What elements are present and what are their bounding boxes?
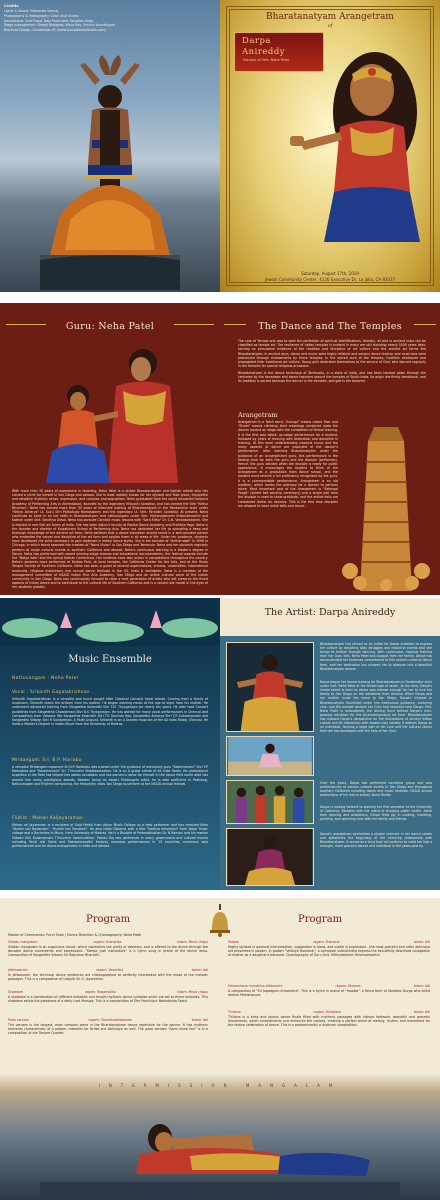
program-spread xyxy=(0,898,440,1200)
artist-paragraph-5: Darpa's arangetram symbolizes a pivotal moment in her dance career and epitomizes the beginning of her enduring relationship with Bharatanatyam. It serves as a trust that will continue to mold her into a stronger, more graceful dancer and individual in the years past by. xyxy=(320,832,432,849)
arangetram-subheading: Arangetram xyxy=(238,411,278,419)
program-item-desc: Vilakku mangalam is an auspicious dance, which represents the purity of devotion, and is offered to the divine through the devoted dance movements and expressions. "Deepa jyoti namostute" is a hymn sung in praise of the divine lamp. Composition of Sangeetha Vidwan Sri Rajkumar Bharathi. xyxy=(8,944,208,958)
dance-paragraph-2: Bharatanatyam is the dance technique of Tamilnadu, in a state of India, and has been handed down through the centuries by the devadasis and dance teachers around the temples of South India. Its origin are firmly devotional, and its tradition is sacred because the dancer is the devotee, and god is the beloved. xyxy=(238,371,426,384)
program-item xyxy=(228,984,430,997)
lotus-band-image xyxy=(0,598,220,646)
guru-heading: Guru: Neha Patel xyxy=(65,321,155,332)
program-item-name: Vilakku mangalam xyxy=(8,940,38,944)
artist-paragraph-1: Bharatanatyam has served as an outlet for Darpa Anireddy to express her culture by depicting daily struggles and historical events that she brings to fruition through dancing. With continuous, rigorous training from her Guru Smt. Neha Patel and support from her family, Darpa has demonstrated her immense commitment to this ancient classical dance form, and her dedication has allowed her to blossom into a beautiful Bharatanatyam dancer. xyxy=(320,642,432,671)
program-item-tala: talam: Adi xyxy=(191,1018,208,1022)
reclining-dancer-photo xyxy=(40,1098,400,1198)
program-title-left: Program xyxy=(86,914,131,925)
program-item-desc: Highly stylised in gestural interpretation, suggestion in ideas, and subtle in expression - the most graceful and artful abhinaya are presented in padam. In padam "Vellaiya thamarai", a composer subhashitha express the beautifully described castigation of mother as a daughter's behavior. Choreography of Guru Smt. Mithyalakshmi Krishnamoorthi. xyxy=(228,944,430,958)
program-item-tala: talam: Adi xyxy=(413,984,430,988)
temple-bell-icon xyxy=(208,904,232,938)
program-item-tala: talam: Adi xyxy=(413,1010,430,1014)
program-item-tala: talam: Misra chapu xyxy=(177,940,208,944)
vocal-role: Vocal : Srikanth Gopalakrishnan xyxy=(12,690,90,695)
program-item xyxy=(228,1010,430,1027)
arangetram-text: Arangetram is a Tamil word; "Arangu" means raised floor and "Etram" means climbing; their meanings combined make the dancer ascend on stage with the completion of formal training. It is the first solo debut, on-stage performance for a student, followed by years of learning with dedication and discipline in training. At this level understanding classical music and the many aspects of dance are expected of the dancer's performance. After learning Bharatanatyam under the guidance of an accomplished guru, this performance is the testing time for both the guru and the disciple (performer). Hence, the guru decides when the disciple is ready for public appearance. It encourages the student to think of the Arangetram as a graduation from dance school, and the student must receive a full proficiency recognized by the guru. It is a commendable performance, Arangetram is an old tradition, which marks the pathway for a dancer to perform alone. Most important part of the Arangetram is "Salangai Poojai" (anklet bell worship ceremony) and a single bell from the disciple is used to show gratitude, and the anklet bells are considered divine for dancers. This is the first time disciples are allowed to wear ankle bells and dance. xyxy=(238,420,338,508)
dance-heading: The Dance and The Temples xyxy=(258,321,402,332)
event-date: Saturday, August 17th, 2019 xyxy=(301,271,359,276)
program-item-desc: The varnam is the longest, most complex piece in the Bharatanatyam dance repertoire for the dancer. It has rhythmic elements characteristic of a padam, melodies for Nritta and Abhinaya as well. The pada varnam "Sami ninne kori" is in a composition of the Tanjore Quartet. xyxy=(8,1022,208,1036)
program-item-name: Jathiswaram xyxy=(8,968,28,972)
guru-dance-spread xyxy=(0,303,440,595)
mc-line: Master of Ceremonies: Purvi Shah | Dance Direction & Choreography: Neha Patel xyxy=(8,933,142,937)
music-artist-spread xyxy=(0,598,440,890)
flute-role: Flutist : Mohan Kaljayaraman xyxy=(12,816,84,821)
program-item-raga: ragam: Shankarabharanam xyxy=(88,1018,133,1022)
artist-paragraph-2: Darpa began her formal training for Bharatanatyam in Pandanallur style under Smt. Neha Patel at the tender age of seven. At the time, Darpa's innate talent is keen to dance was intense enough for her to lure her family to San Diego on the weekends from Arizona. When Darpa and her mother made the move to San Diego, Darpa's interest in Bharatanatyam flourished under the meticulous guidance, nurturing care, and the earnest wisdom her Guru had imparted onto Darpa. Smt. Neha Patel is undoubtedly the driving force behind Darpa's ever-growing adulation for the all-encompassing art form. Bharatanatyam has allowed Darpa's perspective on the foundations of ancient Indian culture and its interaction with modern-day society. It defines Darpa as an individual, forming a large part of her core and the cultural values that she has developed with the help of her Guru. xyxy=(320,680,432,734)
vocal-bio: Srikanth Gopalakrishnan is a versatile and much sought after Classical Carnatic Vocal artiste. Coming from a family of musicians, Srikanth learnt the artform from his mother. He began learning music at the age of eight from his mother. He underwent advanced training from Sangeetha Kalanidhi Shri T.M. Thyagarajan for nearly ten years. He later took Concert guidelines from Sangeetha Choodamani Shri B.S Thyagarajan. He has worked for many vocal performances in Chennai and compositions from Vidwans like Sangeetha Kalanidhi Shri T.K Govinda Rao, Sangeetha Acharya Shri T.R Subramaniam and Sangeetha Vidwan Shri R Sundaresan. A Multi Linguist, Srikanth is an A Graded musician of the All India Radio, Chennai. He holds a Master's Degree in Indian Music from the University of Madras. xyxy=(12,697,208,727)
artist-paragraph-3: Over the years, Darpa has performed countless group and solo performances at various cultural events in San Diego and throughout southern California including dance and music festivals, NSAID annual productions of her dance school, Nand Studio. xyxy=(320,781,432,798)
dancer-last-name: Anireddy xyxy=(242,46,286,57)
program-item xyxy=(228,940,430,957)
program-item-desc: A composition of "Sri Jagadguru Kripamsha". This is a hymn in praise of "maatta", a fierce form of Goddess Durga who killed demon Mahishasura. xyxy=(228,988,430,997)
artist-stage-photo xyxy=(226,828,314,886)
program-item-raga: ragam: Hindolam xyxy=(313,1010,341,1014)
cover-of: of xyxy=(327,23,333,29)
music-heading: Music Ensemble xyxy=(68,654,152,665)
artist-heading: The Artist: Darpa Anireddy xyxy=(264,607,396,618)
program-item xyxy=(8,940,208,957)
music-panel xyxy=(0,598,220,890)
artist-heading-band xyxy=(220,598,440,636)
program-item-raga: ragam: Vasantha xyxy=(96,968,124,972)
credits-panel xyxy=(0,0,220,292)
flute-bio: Mohan raj Jayaraman is a recipient of Gold Medal from Adyar Music College as a best performer and has received titles "Kuzhal Isai Nadamani", "Kuzhal Isai Sendhan". He also holds Diploma with a title "Vadhya Kalaimani" from Adyar Music college and a Bachelors in Music, from University of Madras. He is a Disciple of Padmabhushan Dr. N.Ramani and his mentor Vidwan Shri Kalaimamani Thiruvarur Swaminathan. Mohan Raj has performed in many government and cultural events including Tamil Isai Vizha and Mahashivarathri festival, overseas performances in 15 countries, numerous solo performances and for dance arangetrams in India and abroad. xyxy=(12,823,208,848)
dancer-back-photo xyxy=(40,55,180,290)
artist-paragraph-4: Darpa is looking forward to starting her first semester at the University of California, Berkeley with the intent of studying public health. Aside from dancing and academics, Darpa finds joy in cooking, traveling, painting, and spending time with her family and friends. xyxy=(320,805,432,822)
artist-family-photo xyxy=(226,780,314,824)
program-item-name: Thillana xyxy=(228,1010,241,1014)
program-item-tala: talam: Adi xyxy=(191,968,208,972)
credit-line: Stage management: Deepti Bhagwat, Vidya Rao, Shruthi Ananthiyam xyxy=(4,23,115,28)
program-item-tala: talam: Adi xyxy=(413,940,430,944)
mridangam-role: Mridangam: Sri. B.P. Hariabu xyxy=(12,758,82,763)
credits-block xyxy=(4,4,164,32)
program-item xyxy=(8,968,208,981)
artist-beach-photo xyxy=(226,736,314,776)
program-item-raga: ragam: Ragamalika xyxy=(84,990,116,994)
dancer-first-name: Darpa xyxy=(242,36,271,46)
program-title-right: Program xyxy=(298,914,343,925)
intermission-label: INTERMISSION MANGALAM xyxy=(98,1083,342,1088)
program-item-desc: A shabdam is a combination of different melodies and simple rhythmic dance syllables which are set to these melodies. This shabdam extols the greatness of a deity Lord Muruga. This is a composition of Shri Paruthiyur Neelakanta Sastri. xyxy=(8,994,208,1003)
guru-bio: With more than 35 years of experience in teaching, Neha Patel is a skilled Bharatanatyam and Kathak artiste who has carved a niche for herself in San Diego and abroad. She is most notably known for her stylized and fluid grace, thoughtful and sensitive rhythmic sense, expression, and complex choreographies. Neha graduated from the world renowned Darpana Academy of Performing Arts in Ahmedabad, founded by the legendary Mrinalini Sarabhai, and has earned the title "Nritya Bhushan." Neha has trained more than 30 years of intensive training of Bharatanatyam in the Pandanallur style under "Nrtiya Acharya" Lt. Guru Shri Pathakudy Ramaswamy and the legendary Lt. Smt. Mrinalini Sarabhai. At present, Neha continues to hone in on her skills in Bharatanatyam and nattuvangam under Smt. Mohanalakshmi Krishnamoorthi and Kathak under Smt. Sandhya Desai. Neha has pursued Carnatic music lessons with "Sara Ritha" Dr. C.N. Venkatalakshmi. She is trained in rare folk art forms of India. She has been adjunct faculty at Rasika Dance Academy and Pratibha Yoga. Neha is the founder and director of Kalasthram School of Performing Arts. Neha has dedicated her life to spreading a deep and thorough knowledge of the ancient art form. Neha believes that a dance education should result in a well-rounded person who embodies the values and discipline of the art form and applies them in all areas of life. Under her guidance, students have developed the skills necessary to gain diplomas in Indian dance styles. She is the founder of "Antharnaad" in 1996 in Chicago, in which talent spanned the creation of "Nand Vision" in San Diego and Temecula. Neha and her students regularly perform at major cultural events in southern California and abroad. Neha's continuous learning is a Master's degree in Dance. Neha has performed with award winning stage dramas and educational documentaries. Her festival awards include the "Natya Kala" and the Lyrical Kathak Conference. Her students have won prizes in competitions throughout the country. Neha's students have performed at Balboa Park, at local temples, the California Center for the Arts, and at the Hindu Temple Society of Southern California. Neha has been a guest of several organizations, schools, universities, international museums, religious institutions and annual dance festivals in the US, India & worldwide. Neha is a member of the management committee of NSAID Indian Fine Arts Academy, San Diego and an active cultural voice of the Indian community in San Diego. Neha has continuously focused to raise a next generation of artists who will preserve the finest aspects of Indian dance and to contribute to the cultural life of Southern California and is a valued role model in the eyes of her students globally. xyxy=(12,489,208,590)
credit-line: Decorations: Sree Rasai, Raja Palanulett, Kavadan Kasja xyxy=(4,18,94,23)
program-item-name: Shabdam xyxy=(8,990,24,994)
cover-panel xyxy=(220,0,440,292)
artist-dance-photo xyxy=(226,642,314,732)
program-item-raga: ragam: Shahana xyxy=(313,940,340,944)
program-item-name: Pada varnam xyxy=(8,1018,29,1022)
program-item-raga: ragam: chandrika xyxy=(93,940,122,944)
credit-line: Photography & Videography: Color Shot Studio xyxy=(4,14,79,19)
cover-title: Bharatanatyam Arangetram xyxy=(266,12,394,22)
program-item-tala: talam: Misra chapu xyxy=(177,990,208,994)
program-item xyxy=(8,1018,208,1035)
temple-gopuram-photo xyxy=(340,421,432,591)
cover-spread xyxy=(0,0,440,292)
disciple-line: Disciple of Smt. Neha Patel xyxy=(243,58,289,63)
mridangam-bio: A versatile Mridangam exponent Sri B.P Haribabu was trained under the guidance of exemplary guru "Kalaimamani" Shri P.P Ramadass and "Kalaimamani" Sri. Thiruvarur Bhaktavatsalam. He is an A grade artiste of All India Radio. His professional expertise in the field has helped him obtain accolades and has earned a name for himself in the dance field world wide has earned him many prestigious awards. Besides being an expert Mridangam artist, he is also proficient in Pakhavaj, Nattuvangam and Rhythm composing, the frequently visits San Diego to perform at the NSAID annual festival. xyxy=(12,765,208,786)
guru-student-photo xyxy=(38,341,188,483)
credit-line: Brochure Design: Sundaresan M. (www.SundaResanStudio.com) xyxy=(4,27,106,32)
program-item-desc: Thillana is a brisk and joyous dance finale filled with rhythmic passages with vibrant footwork, beautiful and graceful movements, which complements and enhances the melody, creating a perfect blend of melody, rhythm and movement for the festive celebration of dance. This is a predominantly a rhythmic composition. xyxy=(228,1014,430,1028)
program-item-name: Padam xyxy=(228,940,239,944)
artist-panel xyxy=(220,598,440,890)
event-venue: Jewish Community Center, 4126 Executive Dr, La Jolla, CA 92037 xyxy=(264,277,396,282)
guru-panel xyxy=(0,303,220,595)
program-item-raga: ragam: Khamas xyxy=(335,984,361,988)
name-plaque xyxy=(234,32,324,72)
nattuvangam-line: Nattuvangam : Neha Patel xyxy=(12,676,79,681)
dance-paragraph-1: The core of Temple arts was to seek the perfection of spiritual identifications, thereby, all arts in ancient India can be classified as temple art. The resilience of Indian temples is evident in many are still standing nearly 5000 years later, serving as persuasive evidence of the tradition and discipline of art culture and the ancient art forms like Bharatanatyam. In ancient days, dance and music were highly relished and various dance teacher and musicians were patronized through endowments by these temples. In the sacred aura of the temples, tradition developed and propagated their traditional art culture. Young girls dedicated themselves to the service of God, who danced regularly in the temples for special religious occasions. xyxy=(238,339,426,369)
program-item xyxy=(8,990,208,1003)
program-panel xyxy=(0,898,440,1200)
credits-header: Credits xyxy=(4,4,19,8)
dance-temples-panel xyxy=(220,303,440,595)
program-item-name: Maharshana mundhina ettitavarm xyxy=(228,984,283,988)
credit-line: Lights & Sound: Plamanda Samraj xyxy=(4,9,59,14)
program-item-desc: In Jatiswaram, the technical dance sentences are choreographed to perfectly interweave with the mood of the melodic passages. This is a composition of Lalgudi Sri G. Jayaraman. xyxy=(8,972,208,981)
